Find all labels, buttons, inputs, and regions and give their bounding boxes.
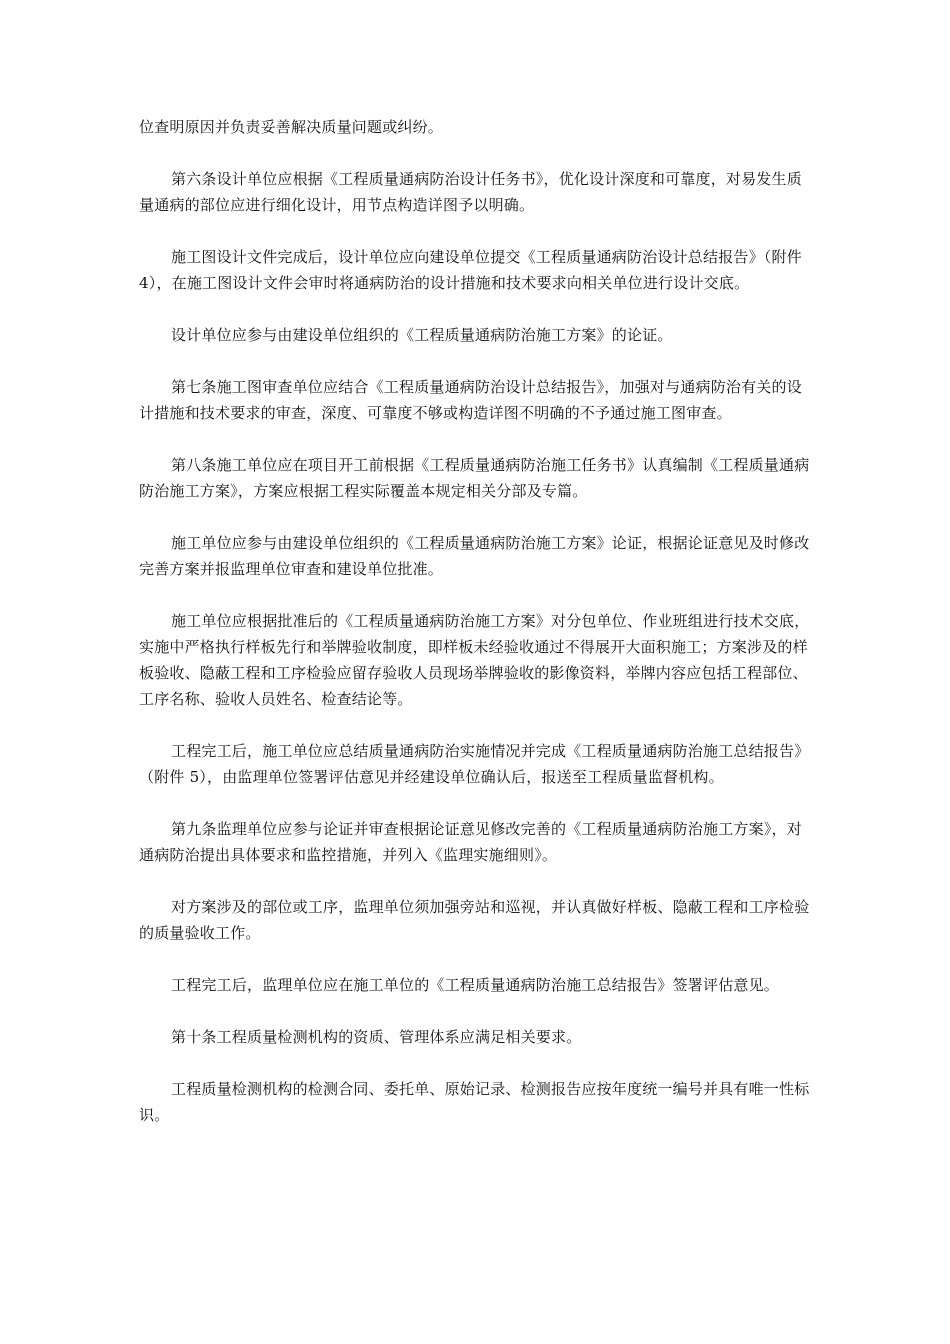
paragraph-article-10: 第十条工程质量检测机构的资质、管理体系应满足相关要求。 — [171, 1028, 582, 1046]
paragraph-continuation: 位查明原因并负责妥善解决质量问题或纠纷。 — [139, 118, 444, 136]
paragraph-design-summary-report: 施工图设计文件完成后，设计单位应向建设单位提交《工程质量通病防治设计总结报告》（附件 4），在施工图设计文件会审时将通病防治的设计措施和技术要求向相关单位进行设计交底。 — [139, 248, 802, 292]
paragraph-construction-disclosure: 施工单位应根据批准后的《工程质量通病防治施工方案》对分包单位、作业班组进行技术交底，实施中严格执行样板先行和举牌验收制度，即样板未经验收通过不得展开大面积施工；方案涉及的样板验收、隐蔽工程和工序检验应留存验收人员现场举牌验收的影像资料，举牌内容应包括工程部位、工序名称、验收人员姓名、检查结论等。 — [139, 612, 810, 708]
paragraph-supervision-inspection: 对方案涉及的部位或工序，监理单位须加强旁站和巡视，并认真做好样板、隐蔽工程和工序检验的质量验收工作。 — [139, 898, 810, 942]
paragraph-article-7: 第七条施工图审查单位应结合《工程质量通病防治设计总结报告》，加强对与通病防治有关的设计措施和技术要求的审查，深度、可靠度不够或构造详图不明确的不予通过施工图审查。 — [139, 378, 802, 422]
paragraph-testing-numbering: 工程质量检测机构的检测合同、委托单、原始记录、检测报告应按年度统一编号并具有唯一性标识。 — [139, 1080, 810, 1124]
paragraph-article-8: 第八条施工单位应在项目开工前根据《工程质量通病防治施工任务书》认真编制《工程质量通病防治施工方案》，方案应根据工程实际覆盖本规定相关分部及专篇。 — [139, 456, 810, 500]
paragraph-article-6: 第六条设计单位应根据《工程质量通病防治设计任务书》，优化设计深度和可靠度，对易发生质量通病的部位应进行细化设计，用节点构造详图予以明确。 — [139, 170, 802, 214]
document-body — [139, 114, 814, 1154]
paragraph-article-9: 第九条监理单位应参与论证并审查根据论证意见修改完善的《工程质量通病防治施工方案》，对通病防治提出具体要求和监控措施，并列入《监理实施细则》。 — [139, 820, 802, 864]
paragraph-supervision-evaluation: 工程完工后，监理单位应在施工单位的《工程质量通病防治施工总结报告》签署评估意见。 — [171, 976, 780, 994]
paragraph-design-participation: 设计单位应参与由建设单位组织的《工程质量通病防治施工方案》的论证。 — [171, 326, 673, 344]
paragraph-construction-review: 施工单位应参与由建设单位组织的《工程质量通病防治施工方案》论证，根据论证意见及时修改完善方案并报监理单位审查和建设单位批准。 — [139, 534, 810, 578]
paragraph-construction-summary: 工程完工后，施工单位应总结质量通病防治实施情况并完成《工程质量通病防治施工总结报告》（附件 5），由监理单位签署评估意见并经建设单位确认后，报送至工程质量监督机构。 — [139, 742, 810, 786]
